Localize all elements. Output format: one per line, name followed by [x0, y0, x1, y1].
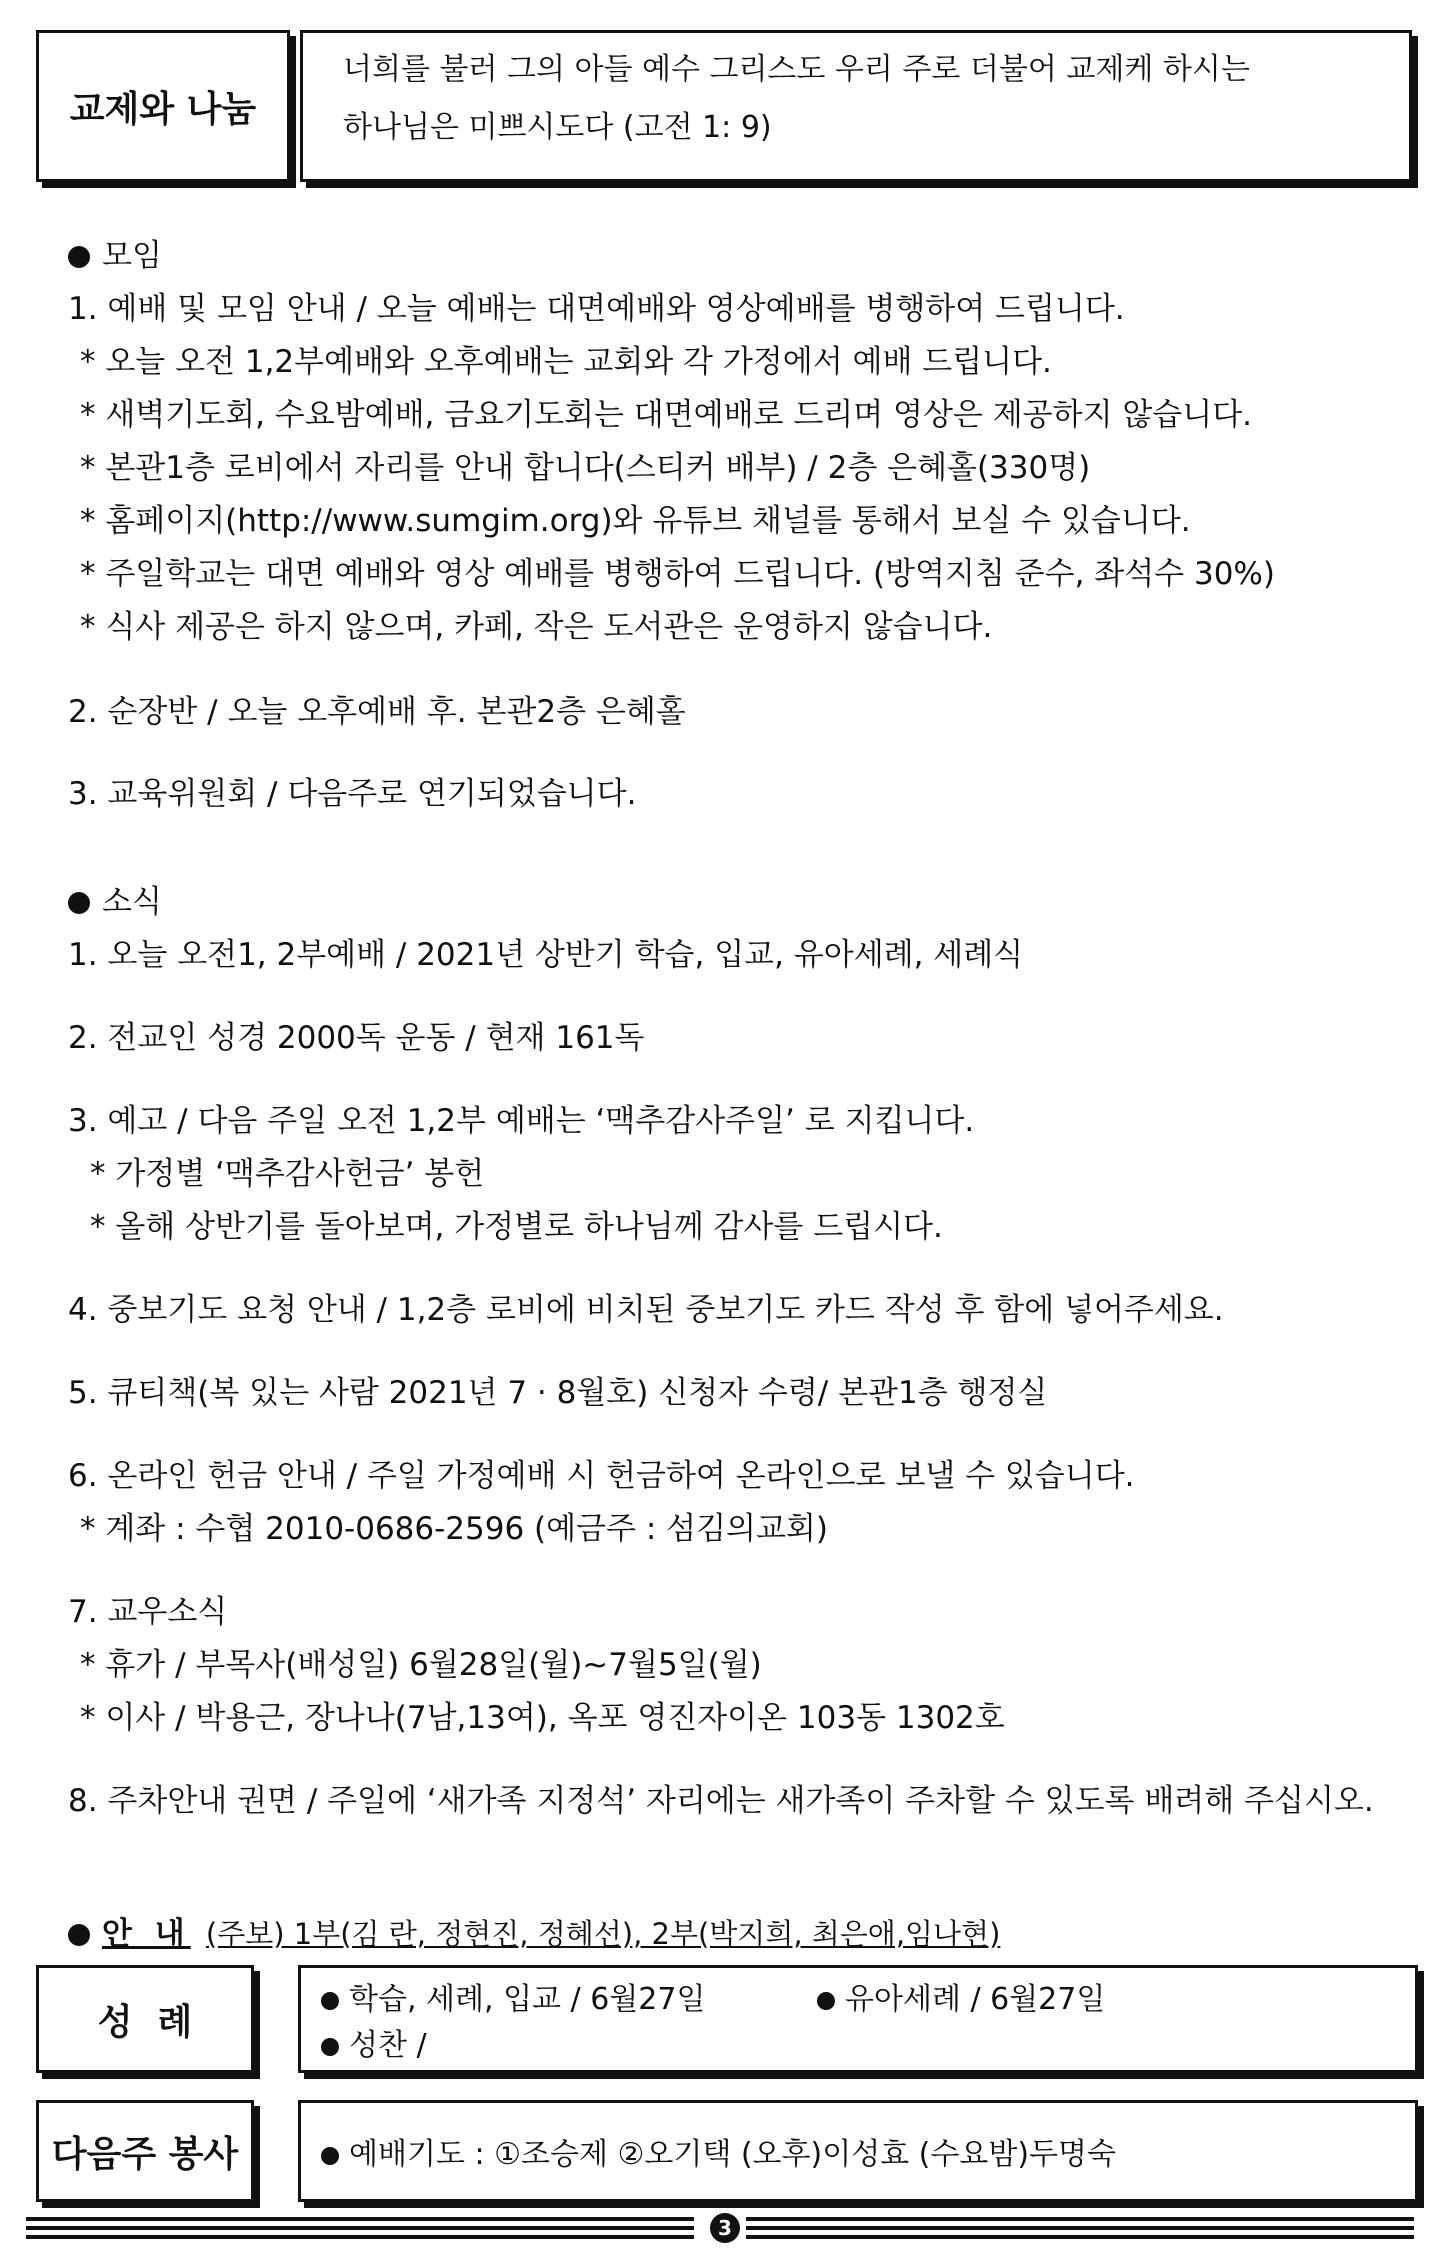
verse-line-2: 하나님은 미쁘시도다 (고전 1: 9): [343, 110, 772, 145]
news-item: * 이사 / 박용근, 장나나(7남,13여), 옥포 영진자이온 103동 1302호: [80, 1700, 1005, 1736]
meeting-item: * 식사 제공은 하지 않으며, 카페, 작은 도서관은 운영하지 않습니다.: [80, 609, 993, 645]
sacrament-label: [36, 1965, 254, 2073]
meeting-item: 2. 순장반 / 오늘 오후예배 후. 본관2층 은혜홀: [68, 694, 686, 730]
bullet-icon: [68, 892, 90, 914]
service-label-text: 다음주 봉사: [51, 2133, 239, 2175]
news-item: 8. 주차안내 권면 / 주일에 ‘새가족 지정석’ 자리에는 새가족이 주차할 수 있도록 배려해 주십시오.: [68, 1783, 1374, 1819]
service-label: [36, 2100, 254, 2202]
news-item: * 계좌 : 수협 2010-0686-2596 (예금주 : 섬김의교회): [80, 1511, 828, 1547]
news-item: * 휴가 / 부목사(배성일) 6월28일(월)~7월5일(월): [80, 1647, 762, 1683]
news-item: 3. 예고 / 다음 주일 오전 1,2부 예배는 ‘맥추감사주일’ 로 지킵니다.: [68, 1103, 975, 1139]
sacrament-item-1: 학습, 세례, 입교 / 6월27일: [321, 1974, 705, 2018]
service-item: 예배기도 : ①조승제 ②오기택 (오후)이성효 (수요밤)두명숙: [321, 2129, 1116, 2173]
news-item: 7. 교우소식: [68, 1594, 228, 1630]
footer-rule-left: [26, 2217, 694, 2239]
guide-line: [68, 1908, 1000, 1953]
news-item: 1. 오늘 오전1, 2부예배 / 2021년 상반기 학습, 입교, 유아세례, 세례식: [68, 937, 1024, 973]
guide-title: 안 내: [102, 1916, 191, 1952]
sacrament-item-2: 유아세례 / 6월27일: [817, 1974, 1105, 2018]
meeting-item: * 본관1층 로비에서 자리를 안내 합니다(스티커 배부) / 2층 은혜홀(330명): [80, 450, 1091, 486]
news-heading: 소식: [68, 876, 162, 921]
bullet-icon: [817, 1992, 835, 2010]
meeting-item: 1. 예배 및 모임 안내 / 오늘 예배는 대면예배와 영상예배를 병행하여 드립니다.: [68, 291, 1125, 327]
meeting-item: * 새벽기도회, 수요밤예배, 금요기도회는 대면예배로 드리며 영상은 제공하지 않습니다.: [80, 397, 1253, 433]
bullet-icon: [68, 246, 90, 268]
meeting-heading: 모임: [68, 230, 162, 275]
guide-text: (주보) 1부(김 란, 정현진, 정혜선), 2부(박지희, 최은애,임나현): [205, 1917, 1001, 1951]
footer-rule-right: [746, 2217, 1414, 2239]
sacrament-item-3: 성찬 /: [321, 2020, 427, 2064]
bullet-icon: [68, 1924, 90, 1946]
verse-line-1: 너희를 불러 그의 아들 예수 그리스도 우리 주로 더불어 교제케 하시는: [343, 52, 1250, 87]
news-item: 2. 전교인 성경 2000독 운동 / 현재 161독: [68, 1020, 645, 1056]
bullet-icon: [321, 2038, 339, 2056]
page-number: 3: [710, 2213, 740, 2243]
sacrament-box: [298, 1965, 1418, 2073]
section-label-text: 교제와 나눔: [69, 88, 257, 130]
service-box: [298, 2100, 1418, 2202]
bullet-icon: [321, 1992, 339, 2010]
sacrament-label-text: 성 례: [97, 2001, 193, 2043]
meeting-item: * 주일학교는 대면 예배와 영상 예배를 병행하여 드립니다. (방역지침 준수, 좌석수 30%): [80, 556, 1275, 592]
meeting-item: 3. 교육위원회 / 다음주로 연기되었습니다.: [68, 776, 637, 812]
news-item: * 올해 상반기를 돌아보며, 가정별로 하나님께 감사를 드립시다.: [90, 1209, 943, 1245]
bullet-icon: [321, 2147, 339, 2165]
footer: [26, 2217, 1414, 2239]
verse-box: [300, 30, 1412, 182]
news-item: * 가정별 ‘맥추감사헌금’ 봉헌: [90, 1156, 485, 1192]
news-item: 5. 큐티책(복 있는 사람 2021년 7 · 8월호) 신청자 수령/ 본관1층 행정실: [68, 1375, 1048, 1411]
news-item: 6. 온라인 헌금 안내 / 주일 가정예배 시 헌금하여 온라인으로 보낼 수 있습니다.: [68, 1458, 1135, 1494]
meeting-item: * 홈페이지(http://www.sumgim.org)와 유튜브 채널를 통해서 보실 수 있습니다.: [80, 503, 1191, 539]
section-label-fellowship: [36, 30, 290, 182]
news-item: 4. 중보기도 요청 안내 / 1,2층 로비에 비치된 중보기도 카드 작성 후 함에 넣어주세요.: [68, 1292, 1224, 1328]
meeting-item: * 오늘 오전 1,2부예배와 오후예배는 교회와 각 가정에서 예배 드립니다.: [80, 344, 1052, 380]
